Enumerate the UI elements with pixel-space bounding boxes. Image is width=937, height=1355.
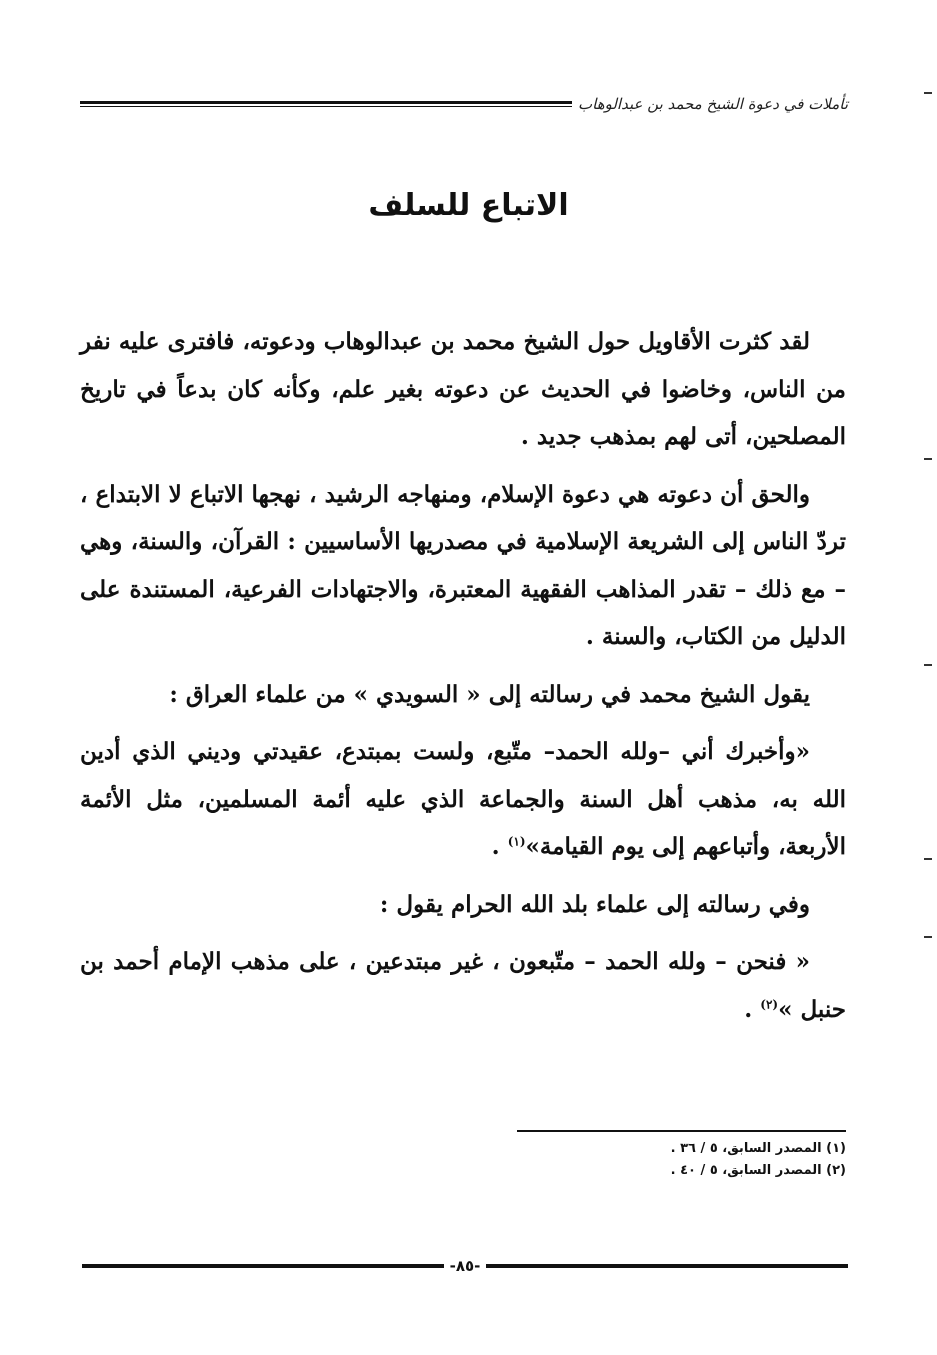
paragraph-text: والحق أن دعوته هي دعوة الإسلام، ومنهاجه الرشيد ، نهجها الاتباع لا الابتداع ، تردّ الناس إلى الشريعة الإسلامية في مصدريها الأساسيين : القرآن، والسنة، وهي – مع ذلك – تقدر المذاهب الفقهية المعتبرة، والاجتهادات الفرعية، المستندة على الدليل من الكتاب، والسنة .	[80, 480, 846, 650]
footnote-item: (١) المصدر السابق، ٥ / ٣٦ .	[670, 1141, 846, 1156]
footnotes	[480, 1138, 846, 1182]
quote-paragraph	[80, 728, 846, 871]
paragraph-text: لقد كثرت الأقاويل حول الشيخ محمد بن عبدالوهاب ودعوته، فافترى عليه نفر من الناس، وخاضوا في الحديث عن دعوته بغير علم، وكأنه كان بدعاً في تاريخ المصلحين، أتى لهم بمذهب جديد .	[80, 328, 846, 450]
margin-mark	[924, 858, 932, 860]
running-header	[80, 92, 848, 116]
paragraph-text: يقول الشيخ محمد في رسالته إلى « السويدي » من علماء العراق :	[169, 680, 810, 708]
margin-mark	[924, 664, 932, 666]
header-title: تأملات في دعوة الشيخ محمد بن عبدالوهاب	[578, 95, 848, 113]
paragraph	[80, 671, 846, 719]
paragraph	[80, 881, 846, 929]
paragraph-trailing: .	[491, 833, 508, 860]
footnote-item: (٢) المصدر السابق، ٥ / ٤٠ .	[670, 1163, 846, 1178]
paragraph	[80, 318, 846, 461]
header-rule	[80, 101, 572, 107]
paragraph-text: «وأخبرك أني –ولله الحمد– متّبع، ولست بمبتدع، عقيدتي وديني الذي أدين الله به، مذهب أهل السنة والجماعة الذي عليه أئمة المسلمين، مثل الأئمة الأربعة، وأتباعهم إلى يوم القيامة»	[80, 738, 846, 860]
section-title: الاتباع للسلف	[368, 188, 569, 223]
margin-mark	[924, 458, 932, 460]
footnote-reference[interactable]: (٢)	[760, 996, 779, 1011]
footer-rule	[82, 1264, 444, 1268]
page-footer	[82, 1256, 848, 1276]
paragraph	[80, 471, 846, 661]
margin-mark	[924, 936, 932, 938]
footnote-separator	[517, 1130, 846, 1132]
footer-rule	[486, 1264, 848, 1268]
paragraph-trailing: .	[744, 995, 761, 1023]
paragraph-text: وفي رسالته إلى علماء بلد الله الحرام يقول :	[379, 890, 810, 918]
body-text	[80, 318, 846, 1043]
quote-paragraph	[80, 938, 846, 1033]
paragraph-text: « فنحن – ولله الحمد – متّبعون ، غير مبتدعين ، على مذهب الإمام أحمد بن حنبل »	[80, 948, 846, 1023]
margin-mark	[924, 92, 932, 94]
page-number: -٨٥-	[449, 1257, 481, 1275]
footnote-reference[interactable]: (١)	[507, 834, 526, 849]
